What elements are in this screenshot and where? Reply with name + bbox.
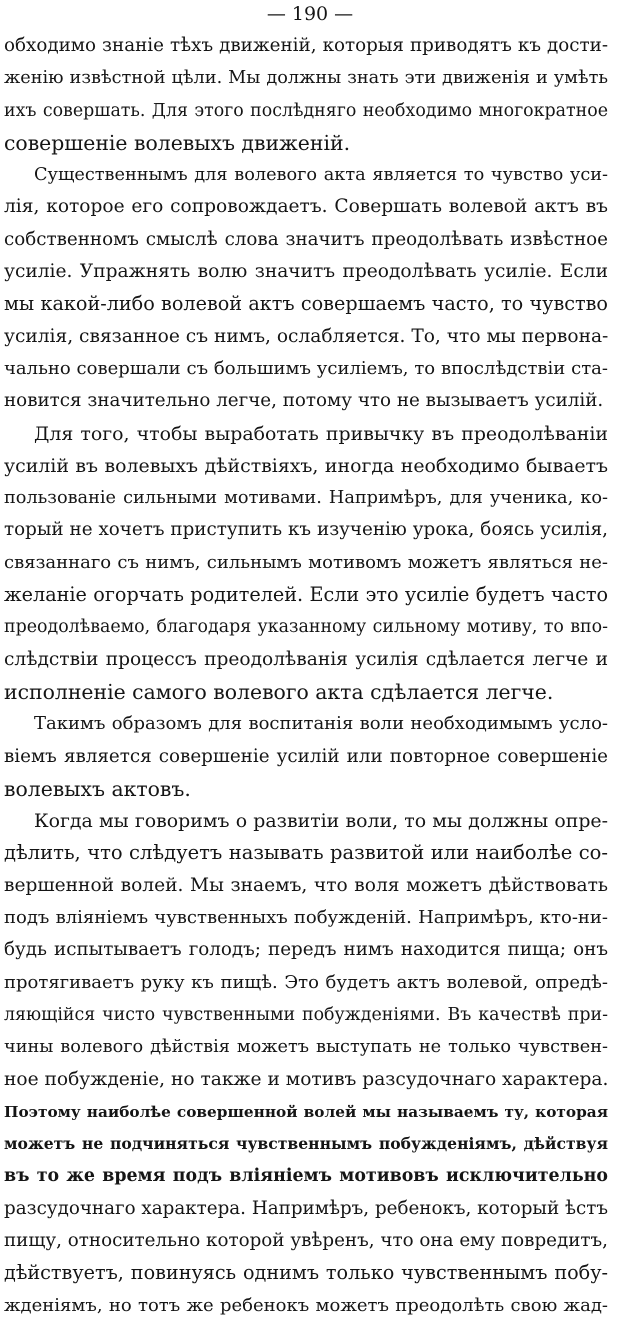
- text-line: протягиваетъ руку къ пищѣ. Это будетъ актъ волевой, опредѣ-: [4, 971, 608, 993]
- text-line: волевыхъ актовъ.: [4, 776, 191, 801]
- paragraph: [4, 30, 608, 159]
- text-line: разсудочнаго характера. Напримѣръ, ребенокъ, который ѣстъ: [4, 1197, 608, 1219]
- text-line: преодолѣваемо, благодаря указанному сильному мотиву, то впо-: [4, 617, 608, 638]
- text-line: жденіямъ, но тотъ же ребенокъ можетъ преодолѣть свою жад-: [4, 1294, 608, 1316]
- text-line: лія, которое его сопровождаетъ. Совершать волевой актъ въ: [4, 196, 608, 218]
- text-line: обходимо знаніе тѣхъ движеній, которыя приводятъ къ дости-: [4, 35, 608, 56]
- text-line: усилія, связанное съ нимъ, ослабляется. То, что мы первона-: [4, 325, 608, 347]
- page-body: [4, 30, 608, 1322]
- text-line: ляющійся чисто чувственными побужденіями. Въ качествѣ при-: [4, 1004, 608, 1025]
- text-line: Такимъ образомъ для воспитанія воли необходимымъ усло-: [34, 713, 608, 735]
- text-line: віемъ является совершеніе усилій или повторное совершеніе: [4, 745, 608, 767]
- text-line: ихъ совершать. Для этого послѣдняго необходимо многократное: [4, 100, 608, 121]
- page-number: — 190 —: [266, 3, 354, 25]
- text-line: подъ вліяніемъ чувственныхъ побужденій. Напримѣръ, кто-ни-: [4, 907, 608, 929]
- text-line: усиліе. Упражнять волю значитъ преодолѣвать усиліе. Если: [4, 261, 608, 283]
- text-line: женію извѣстной цѣли. Мы должны знать эти движенія и умѣть: [4, 68, 608, 89]
- text-line: торый не хочетъ приступить къ изученію урока, боясь усилія,: [4, 519, 608, 541]
- paragraph: [4, 805, 608, 1322]
- text-line: будь испытываетъ голодъ; передъ нимъ находится пища; онъ: [4, 939, 608, 961]
- text-line: Для того, чтобы выработать привычку въ преодолѣваніи: [34, 422, 608, 445]
- text-line: чально совершали съ большимъ усиліемъ, то впослѣдствіи ста-: [4, 357, 608, 379]
- text-line: пользованіе сильными мотивами. Напримѣръ, для ученика, ко-: [4, 488, 608, 509]
- text-line: можетъ не подчиняться чувственнымъ побужденіямъ, дѣйствуя: [4, 1134, 608, 1154]
- text-line: собственномъ смыслѣ слова значитъ преодолѣвать извѣстное: [4, 228, 608, 250]
- text-line: ное побужденіе, но также и мотивъ разсудочнаго характера.: [4, 1068, 608, 1090]
- paragraph: [4, 418, 608, 709]
- text-line: пищу, относительно которой увѣренъ, что она ему повредитъ,: [4, 1229, 608, 1251]
- text-line: Существеннымъ для волевого акта является то чувство уси-: [34, 165, 608, 186]
- text-line: въ то же время подъ вліяніемъ мотивовъ исключительно: [4, 1166, 608, 1187]
- text-line: Поэтому наиболѣе совершенной волей мы называемъ ту, которая: [4, 1102, 608, 1121]
- text-line: чины волевого дѣйствія можетъ выступать не только чувствен-: [4, 1037, 608, 1058]
- paragraph: [4, 708, 608, 805]
- text-line: мы какой-либо волевой актъ совершаемъ часто, то чувство: [4, 292, 608, 316]
- text-line: совершеніе волевыхъ движеній.: [4, 130, 351, 155]
- text-line: усилій въ волевыхъ дѣйствіяхъ, иногда необходимо бываетъ: [4, 454, 608, 477]
- text-line: новится значительно легче, потому что не вызываетъ усилій.: [4, 390, 604, 412]
- text-line: дѣйствуетъ, повинуясь однимъ только чувственнымъ побу-: [4, 1261, 608, 1285]
- paragraph: [4, 159, 608, 417]
- text-line: исполненіе самого волевого акта сдѣлается легче.: [4, 679, 554, 704]
- text-line: желаніе огорчать родителей. Если это усиліе будетъ часто: [4, 583, 608, 607]
- text-line: Когда мы говоримъ о развитіи воли, то мы должны опре-: [34, 810, 608, 833]
- text-line: слѣдствіи процессъ преодолѣванія усилія сдѣлается легче и: [4, 648, 608, 670]
- text-line: вершенной волей. Мы знаемъ, что воля можетъ дѣйствовать: [4, 874, 608, 896]
- text-line: связаннаго съ нимъ, сильнымъ мотивомъ можетъ являться не-: [4, 551, 608, 573]
- text-line: дѣлить, что слѣдуетъ называть развитой или наиболѣе со-: [4, 841, 608, 865]
